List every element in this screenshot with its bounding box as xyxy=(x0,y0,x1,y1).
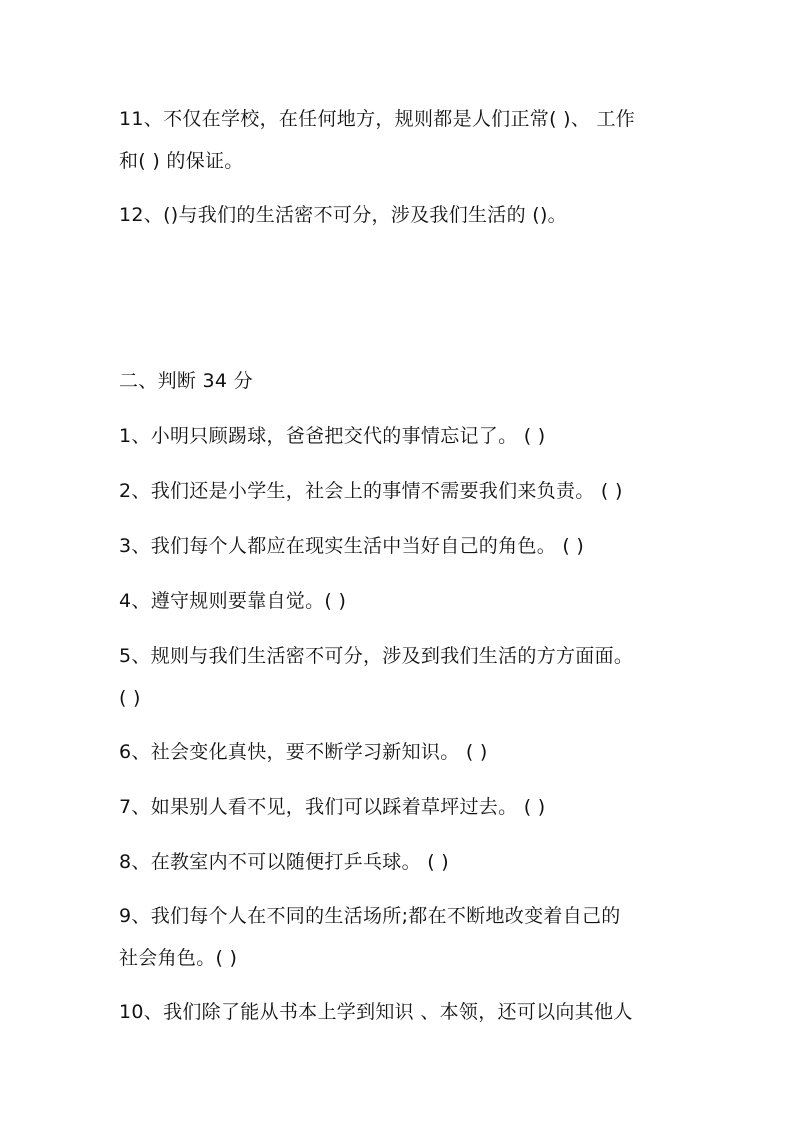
judgment-item-5-line-1: 5、规则与我们生活密不可分，涉及到我们生活的方方面面。 xyxy=(119,645,634,667)
judgment-item-9-line-1: 9、我们每个人在不同的生活场所;都在不断地改变着自己的 xyxy=(119,905,621,927)
judgment-item-4: 4、遵守规则要靠自觉。( ) xyxy=(119,590,347,612)
question-11-line-1: 11、不仅在学校，在任何地方，规则都是人们正常( )、 工作 xyxy=(119,108,636,130)
judgment-item-8: 8、在教室内不可以随便打乒乓球。 ( ) xyxy=(119,851,449,873)
question-11-line-2: 和( ) 的保证。 xyxy=(119,150,244,172)
judgment-item-6: 6、社会变化真快，要不断学习新知识。 ( ) xyxy=(119,741,488,763)
judgment-item-9-line-2: 社会角色。( ) xyxy=(119,947,238,969)
judgment-item-2: 2、我们还是小学生，社会上的事情不需要我们来负责。 ( ) xyxy=(119,480,623,502)
section-2-heading: 二、判断 34 分 xyxy=(119,370,253,392)
judgment-item-7: 7、如果别人看不见，我们可以踩着草坪过去。 ( ) xyxy=(119,796,546,818)
judgment-item-3: 3、我们每个人都应在现实生活中当好自己的角色。 ( ) xyxy=(119,535,585,557)
question-12: 12、()与我们的生活密不可分，涉及我们生活的 ()。 xyxy=(119,204,567,226)
judgment-item-5-line-2: ( ) xyxy=(119,687,141,709)
judgment-item-10-line-1: 10、我们除了能从书本上学到知识 、本领，还可以向其他人 xyxy=(119,1001,633,1023)
judgment-item-1: 1、小明只顾踢球，爸爸把交代的事情忘记了。 ( ) xyxy=(119,425,546,447)
